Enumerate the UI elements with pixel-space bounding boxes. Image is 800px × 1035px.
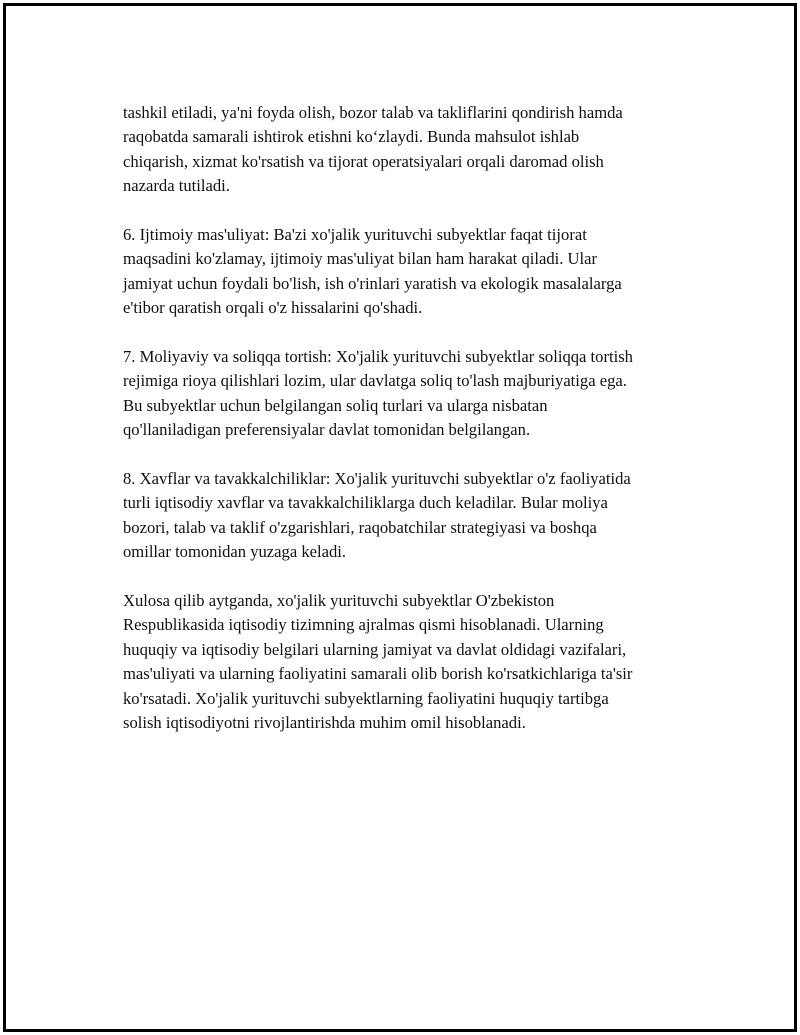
text-line: chiqarish, xizmat ko'rsatish va tijorat operatsiyalari orqali daromad olish [123,151,604,171]
text-line: tashkil etiladi, ya'ni foyda olish, bozor talab va takliflarini qondirish hamda [123,103,623,122]
paragraph-intro-continuation [123,101,713,199]
text-line: qo'llaniladigan preferensiyalar davlat tomonidan belgilangan. [123,420,531,440]
text-line: solish iqtisodiyotni rivojlantirishda muhim omil hisoblanadi. [123,713,526,733]
paragraph-financial-taxation [123,345,713,443]
text-line: rejimiga rioya qilishlari lozim, ular davlatga soliq to'lash majburiyatiga ega. [123,371,627,391]
text-line: 8. Xavflar va tavakkalchiliklar: Xo'jalik yurituvchi subyektlar o'z faoliyatida [123,469,631,489]
text-line: Xulosa qilib aytganda, xo'jalik yurituvchi subyektlar O'zbekiston [123,591,555,611]
text-line: Bu subyektlar uchun belgilangan soliq turlari va ularga nisbatan [123,395,548,415]
text-line: turli iqtisodiy xavflar va tavakkalchiliklarga duch keladilar. Bular moliya [123,493,608,513]
text-line: jamiyat uchun foydali bo'lish, ish o'rinlari yaratish va ekologik masalalarga [123,273,622,293]
text-line: omillar tomonidan yuzaga keladi. [123,542,347,562]
text-line: nazarda tutiladi. [123,176,230,196]
text-line: 7. Moliyaviy va soliqqa tortish: Xo'jalik yurituvchi subyektlar soliqqa tortish [123,347,633,367]
text-line: bozori, talab va taklif o'zgarishlari, raqobatchilar strategiyasi va boshqa [123,517,597,537]
document-body [123,101,713,760]
text-line: mas'uliyati va ularning faoliyatini samarali olib borish ko'rsatkichlariga ta'sir [123,664,633,684]
page-frame [3,3,797,1032]
paragraph-risks [123,467,713,565]
text-line: e'tibor qaratish orqali o'z hissalarini qo'shadi. [123,298,423,318]
paragraph-conclusion [123,589,713,735]
text-line: 6. Ijtimoiy mas'uliyat: Ba'zi xo'jalik yurituvchi subyektlar faqat tijorat [123,225,587,245]
text-line: Respublikasida iqtisodiy tizimning ajralmas qismi hisoblanadi. Ularning [123,615,604,635]
text-line: ko'rsatadi. Xo'jalik yurituvchi subyektlarning faoliyatini huquqiy tartibga [123,688,609,708]
paragraph-social-responsibility [123,223,713,321]
text-line: huquqiy va iqtisodiy belgilari ularning jamiyat va davlat oldidagi vazifalari, [123,639,627,659]
text-line: raqobatda samarali ishtirok etishni ko‘zlaydi. Bunda mahsulot ishlab [123,127,580,147]
text-line: maqsadini ko'zlamay, ijtimoiy mas'uliyat bilan ham harakat qiladi. Ular [123,249,598,269]
